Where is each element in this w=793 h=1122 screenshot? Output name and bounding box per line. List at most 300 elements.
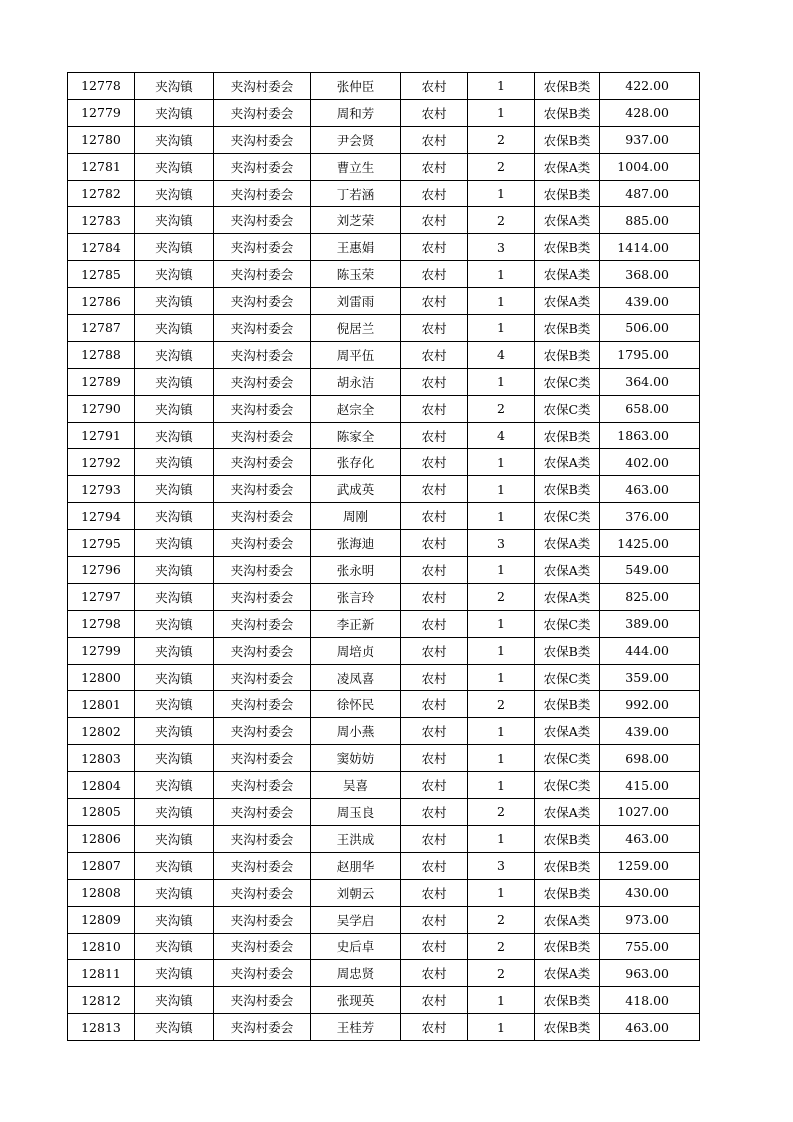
amount-cell: 376.00 <box>600 503 700 530</box>
town-cell: 夹沟镇 <box>135 610 214 637</box>
area-type-cell: 农村 <box>401 772 468 799</box>
table-row <box>68 960 700 987</box>
area-type-cell: 农村 <box>401 180 468 207</box>
name-cell: 张现英 <box>311 987 401 1014</box>
record-id-cell: 12793 <box>68 476 135 503</box>
household-size-cell: 2 <box>468 960 535 987</box>
town-cell: 夹沟镇 <box>135 288 214 315</box>
record-id-cell: 12782 <box>68 180 135 207</box>
village-committee-cell: 夹沟村委会 <box>214 745 311 772</box>
village-committee-cell: 夹沟村委会 <box>214 476 311 503</box>
table-row <box>68 718 700 745</box>
record-id-cell: 12787 <box>68 315 135 342</box>
area-type-cell: 农村 <box>401 530 468 557</box>
village-committee-cell: 夹沟村委会 <box>214 637 311 664</box>
amount-cell: 963.00 <box>600 960 700 987</box>
area-type-cell: 农村 <box>401 368 468 395</box>
village-committee-cell: 夹沟村委会 <box>214 933 311 960</box>
table-row <box>68 637 700 664</box>
insurance-category-cell: 农保B类 <box>535 99 600 126</box>
insurance-category-cell: 农保B类 <box>535 691 600 718</box>
table-row <box>68 503 700 530</box>
roster-table <box>67 72 700 1041</box>
village-committee-cell: 夹沟村委会 <box>214 207 311 234</box>
table-row <box>68 772 700 799</box>
name-cell: 徐怀民 <box>311 691 401 718</box>
amount-cell: 1027.00 <box>600 799 700 826</box>
insurance-category-cell: 农保A类 <box>535 153 600 180</box>
household-size-cell: 2 <box>468 691 535 718</box>
name-cell: 张海迪 <box>311 530 401 557</box>
name-cell: 张言玲 <box>311 583 401 610</box>
table-row <box>68 261 700 288</box>
amount-cell: 825.00 <box>600 583 700 610</box>
table-row <box>68 288 700 315</box>
record-id-cell: 12810 <box>68 933 135 960</box>
record-id-cell: 12789 <box>68 368 135 395</box>
insurance-category-cell: 农保C类 <box>535 610 600 637</box>
area-type-cell: 农村 <box>401 503 468 530</box>
name-cell: 周玉良 <box>311 799 401 826</box>
record-id-cell: 12811 <box>68 960 135 987</box>
record-id-cell: 12781 <box>68 153 135 180</box>
town-cell: 夹沟镇 <box>135 207 214 234</box>
village-committee-cell: 夹沟村委会 <box>214 583 311 610</box>
village-committee-cell: 夹沟村委会 <box>214 126 311 153</box>
household-size-cell: 1 <box>468 288 535 315</box>
amount-cell: 1425.00 <box>600 530 700 557</box>
insurance-category-cell: 农保B类 <box>535 180 600 207</box>
area-type-cell: 农村 <box>401 933 468 960</box>
record-id-cell: 12790 <box>68 395 135 422</box>
household-size-cell: 1 <box>468 368 535 395</box>
household-size-cell: 1 <box>468 180 535 207</box>
area-type-cell: 农村 <box>401 583 468 610</box>
household-size-cell: 1 <box>468 503 535 530</box>
insurance-category-cell: 农保A类 <box>535 530 600 557</box>
record-id-cell: 12806 <box>68 825 135 852</box>
area-type-cell: 农村 <box>401 234 468 261</box>
insurance-category-cell: 农保C类 <box>535 745 600 772</box>
record-id-cell: 12794 <box>68 503 135 530</box>
town-cell: 夹沟镇 <box>135 825 214 852</box>
table-row <box>68 610 700 637</box>
record-id-cell: 12809 <box>68 906 135 933</box>
name-cell: 周忠贤 <box>311 960 401 987</box>
household-size-cell: 1 <box>468 825 535 852</box>
village-committee-cell: 夹沟村委会 <box>214 530 311 557</box>
name-cell: 赵朋华 <box>311 852 401 879</box>
area-type-cell: 农村 <box>401 825 468 852</box>
table-row <box>68 422 700 449</box>
amount-cell: 1795.00 <box>600 341 700 368</box>
town-cell: 夹沟镇 <box>135 906 214 933</box>
town-cell: 夹沟镇 <box>135 153 214 180</box>
area-type-cell: 农村 <box>401 449 468 476</box>
village-committee-cell: 夹沟村委会 <box>214 825 311 852</box>
amount-cell: 439.00 <box>600 288 700 315</box>
insurance-category-cell: 农保B类 <box>535 637 600 664</box>
village-committee-cell: 夹沟村委会 <box>214 288 311 315</box>
record-id-cell: 12785 <box>68 261 135 288</box>
name-cell: 周刚 <box>311 503 401 530</box>
town-cell: 夹沟镇 <box>135 718 214 745</box>
table-row <box>68 583 700 610</box>
area-type-cell: 农村 <box>401 799 468 826</box>
household-size-cell: 1 <box>468 99 535 126</box>
record-id-cell: 12804 <box>68 772 135 799</box>
name-cell: 李正新 <box>311 610 401 637</box>
household-size-cell: 3 <box>468 234 535 261</box>
area-type-cell: 农村 <box>401 745 468 772</box>
amount-cell: 937.00 <box>600 126 700 153</box>
record-id-cell: 12805 <box>68 799 135 826</box>
name-cell: 王洪成 <box>311 825 401 852</box>
record-id-cell: 12798 <box>68 610 135 637</box>
household-size-cell: 2 <box>468 583 535 610</box>
amount-cell: 1004.00 <box>600 153 700 180</box>
record-id-cell: 12791 <box>68 422 135 449</box>
insurance-category-cell: 农保B类 <box>535 341 600 368</box>
amount-cell: 1863.00 <box>600 422 700 449</box>
village-committee-cell: 夹沟村委会 <box>214 557 311 584</box>
household-size-cell: 4 <box>468 422 535 449</box>
insurance-category-cell: 农保A类 <box>535 906 600 933</box>
town-cell: 夹沟镇 <box>135 960 214 987</box>
amount-cell: 364.00 <box>600 368 700 395</box>
household-size-cell: 1 <box>468 879 535 906</box>
table-row <box>68 153 700 180</box>
table-row <box>68 126 700 153</box>
name-cell: 周平伍 <box>311 341 401 368</box>
area-type-cell: 农村 <box>401 852 468 879</box>
amount-cell: 402.00 <box>600 449 700 476</box>
village-committee-cell: 夹沟村委会 <box>214 99 311 126</box>
insurance-category-cell: 农保A类 <box>535 261 600 288</box>
village-committee-cell: 夹沟村委会 <box>214 315 311 342</box>
household-size-cell: 2 <box>468 799 535 826</box>
record-id-cell: 12780 <box>68 126 135 153</box>
record-id-cell: 12783 <box>68 207 135 234</box>
household-size-cell: 1 <box>468 1014 535 1041</box>
village-committee-cell: 夹沟村委会 <box>214 664 311 691</box>
insurance-category-cell: 农保A类 <box>535 718 600 745</box>
name-cell: 窦妨妨 <box>311 745 401 772</box>
village-committee-cell: 夹沟村委会 <box>214 879 311 906</box>
insurance-category-cell: 农保C类 <box>535 664 600 691</box>
record-id-cell: 12807 <box>68 852 135 879</box>
area-type-cell: 农村 <box>401 987 468 1014</box>
name-cell: 吴学启 <box>311 906 401 933</box>
amount-cell: 1414.00 <box>600 234 700 261</box>
name-cell: 张存化 <box>311 449 401 476</box>
record-id-cell: 12800 <box>68 664 135 691</box>
table-row <box>68 234 700 261</box>
name-cell: 陈玉荣 <box>311 261 401 288</box>
table-row <box>68 476 700 503</box>
town-cell: 夹沟镇 <box>135 557 214 584</box>
area-type-cell: 农村 <box>401 691 468 718</box>
insurance-category-cell: 农保B类 <box>535 825 600 852</box>
name-cell: 周培贞 <box>311 637 401 664</box>
insurance-category-cell: 农保C类 <box>535 368 600 395</box>
table-row <box>68 207 700 234</box>
village-committee-cell: 夹沟村委会 <box>214 180 311 207</box>
name-cell: 周小燕 <box>311 718 401 745</box>
amount-cell: 755.00 <box>600 933 700 960</box>
household-size-cell: 1 <box>468 610 535 637</box>
area-type-cell: 农村 <box>401 476 468 503</box>
area-type-cell: 农村 <box>401 341 468 368</box>
area-type-cell: 农村 <box>401 879 468 906</box>
household-size-cell: 2 <box>468 933 535 960</box>
town-cell: 夹沟镇 <box>135 583 214 610</box>
village-committee-cell: 夹沟村委会 <box>214 852 311 879</box>
name-cell: 刘芝荣 <box>311 207 401 234</box>
area-type-cell: 农村 <box>401 637 468 664</box>
name-cell: 王惠娟 <box>311 234 401 261</box>
amount-cell: 658.00 <box>600 395 700 422</box>
table-row <box>68 73 700 100</box>
town-cell: 夹沟镇 <box>135 315 214 342</box>
table-row <box>68 1014 700 1041</box>
town-cell: 夹沟镇 <box>135 261 214 288</box>
insurance-category-cell: 农保A类 <box>535 207 600 234</box>
area-type-cell: 农村 <box>401 315 468 342</box>
insurance-category-cell: 农保A类 <box>535 960 600 987</box>
village-committee-cell: 夹沟村委会 <box>214 341 311 368</box>
amount-cell: 698.00 <box>600 745 700 772</box>
village-committee-cell: 夹沟村委会 <box>214 772 311 799</box>
town-cell: 夹沟镇 <box>135 745 214 772</box>
amount-cell: 463.00 <box>600 476 700 503</box>
village-committee-cell: 夹沟村委会 <box>214 449 311 476</box>
village-committee-cell: 夹沟村委会 <box>214 718 311 745</box>
table-row <box>68 825 700 852</box>
table-row <box>68 745 700 772</box>
table-row <box>68 180 700 207</box>
insurance-category-cell: 农保B类 <box>535 933 600 960</box>
insurance-category-cell: 农保B类 <box>535 234 600 261</box>
area-type-cell: 农村 <box>401 207 468 234</box>
table-row <box>68 879 700 906</box>
record-id-cell: 12796 <box>68 557 135 584</box>
town-cell: 夹沟镇 <box>135 395 214 422</box>
name-cell: 张仲臣 <box>311 73 401 100</box>
amount-cell: 463.00 <box>600 825 700 852</box>
record-id-cell: 12795 <box>68 530 135 557</box>
area-type-cell: 农村 <box>401 395 468 422</box>
amount-cell: 444.00 <box>600 637 700 664</box>
record-id-cell: 12812 <box>68 987 135 1014</box>
insurance-category-cell: 农保B类 <box>535 476 600 503</box>
name-cell: 史后卓 <box>311 933 401 960</box>
insurance-category-cell: 农保B类 <box>535 852 600 879</box>
household-size-cell: 1 <box>468 637 535 664</box>
household-size-cell: 1 <box>468 987 535 1014</box>
amount-cell: 389.00 <box>600 610 700 637</box>
village-committee-cell: 夹沟村委会 <box>214 261 311 288</box>
village-committee-cell: 夹沟村委会 <box>214 960 311 987</box>
amount-cell: 422.00 <box>600 73 700 100</box>
village-committee-cell: 夹沟村委会 <box>214 422 311 449</box>
town-cell: 夹沟镇 <box>135 530 214 557</box>
town-cell: 夹沟镇 <box>135 99 214 126</box>
village-committee-cell: 夹沟村委会 <box>214 906 311 933</box>
amount-cell: 487.00 <box>600 180 700 207</box>
village-committee-cell: 夹沟村委会 <box>214 73 311 100</box>
table-row <box>68 691 700 718</box>
village-committee-cell: 夹沟村委会 <box>214 368 311 395</box>
household-size-cell: 1 <box>468 261 535 288</box>
insurance-category-cell: 农保B类 <box>535 126 600 153</box>
name-cell: 陈家全 <box>311 422 401 449</box>
roster-body <box>68 73 700 1041</box>
household-size-cell: 2 <box>468 126 535 153</box>
table-row <box>68 315 700 342</box>
record-id-cell: 12779 <box>68 99 135 126</box>
amount-cell: 1259.00 <box>600 852 700 879</box>
household-size-cell: 1 <box>468 449 535 476</box>
area-type-cell: 农村 <box>401 99 468 126</box>
town-cell: 夹沟镇 <box>135 503 214 530</box>
record-id-cell: 12799 <box>68 637 135 664</box>
table-row <box>68 852 700 879</box>
area-type-cell: 农村 <box>401 664 468 691</box>
amount-cell: 463.00 <box>600 1014 700 1041</box>
amount-cell: 430.00 <box>600 879 700 906</box>
town-cell: 夹沟镇 <box>135 799 214 826</box>
village-committee-cell: 夹沟村委会 <box>214 799 311 826</box>
household-size-cell: 2 <box>468 395 535 422</box>
town-cell: 夹沟镇 <box>135 422 214 449</box>
town-cell: 夹沟镇 <box>135 933 214 960</box>
record-id-cell: 12808 <box>68 879 135 906</box>
amount-cell: 415.00 <box>600 772 700 799</box>
insurance-category-cell: 农保C类 <box>535 772 600 799</box>
town-cell: 夹沟镇 <box>135 73 214 100</box>
table-row <box>68 99 700 126</box>
table-row <box>68 557 700 584</box>
insurance-category-cell: 农保A类 <box>535 799 600 826</box>
insurance-category-cell: 农保B类 <box>535 1014 600 1041</box>
table-row <box>68 449 700 476</box>
amount-cell: 549.00 <box>600 557 700 584</box>
area-type-cell: 农村 <box>401 288 468 315</box>
name-cell: 刘雷雨 <box>311 288 401 315</box>
record-id-cell: 12813 <box>68 1014 135 1041</box>
household-size-cell: 1 <box>468 73 535 100</box>
amount-cell: 973.00 <box>600 906 700 933</box>
town-cell: 夹沟镇 <box>135 691 214 718</box>
name-cell: 曹立生 <box>311 153 401 180</box>
name-cell: 刘朝云 <box>311 879 401 906</box>
town-cell: 夹沟镇 <box>135 772 214 799</box>
amount-cell: 359.00 <box>600 664 700 691</box>
name-cell: 周和芳 <box>311 99 401 126</box>
town-cell: 夹沟镇 <box>135 476 214 503</box>
village-committee-cell: 夹沟村委会 <box>214 503 311 530</box>
household-size-cell: 4 <box>468 341 535 368</box>
household-size-cell: 3 <box>468 530 535 557</box>
area-type-cell: 农村 <box>401 153 468 180</box>
household-size-cell: 1 <box>468 745 535 772</box>
household-size-cell: 1 <box>468 772 535 799</box>
record-id-cell: 12803 <box>68 745 135 772</box>
household-size-cell: 2 <box>468 153 535 180</box>
record-id-cell: 12784 <box>68 234 135 261</box>
table-row <box>68 664 700 691</box>
record-id-cell: 12792 <box>68 449 135 476</box>
amount-cell: 439.00 <box>600 718 700 745</box>
insurance-category-cell: 农保A类 <box>535 288 600 315</box>
village-committee-cell: 夹沟村委会 <box>214 610 311 637</box>
insurance-category-cell: 农保B类 <box>535 422 600 449</box>
household-size-cell: 3 <box>468 852 535 879</box>
table-row <box>68 395 700 422</box>
town-cell: 夹沟镇 <box>135 126 214 153</box>
household-size-cell: 1 <box>468 557 535 584</box>
household-size-cell: 1 <box>468 664 535 691</box>
record-id-cell: 12801 <box>68 691 135 718</box>
town-cell: 夹沟镇 <box>135 987 214 1014</box>
amount-cell: 992.00 <box>600 691 700 718</box>
insurance-category-cell: 农保B类 <box>535 879 600 906</box>
area-type-cell: 农村 <box>401 718 468 745</box>
insurance-category-cell: 农保C类 <box>535 395 600 422</box>
insurance-category-cell: 农保B类 <box>535 73 600 100</box>
insurance-category-cell: 农保B类 <box>535 987 600 1014</box>
name-cell: 胡永洁 <box>311 368 401 395</box>
table-row <box>68 530 700 557</box>
village-committee-cell: 夹沟村委会 <box>214 395 311 422</box>
name-cell: 武成英 <box>311 476 401 503</box>
insurance-category-cell: 农保A类 <box>535 449 600 476</box>
name-cell: 尹会贤 <box>311 126 401 153</box>
area-type-cell: 农村 <box>401 126 468 153</box>
name-cell: 张永明 <box>311 557 401 584</box>
town-cell: 夹沟镇 <box>135 341 214 368</box>
insurance-category-cell: 农保C类 <box>535 503 600 530</box>
amount-cell: 368.00 <box>600 261 700 288</box>
village-committee-cell: 夹沟村委会 <box>214 691 311 718</box>
town-cell: 夹沟镇 <box>135 234 214 261</box>
town-cell: 夹沟镇 <box>135 879 214 906</box>
town-cell: 夹沟镇 <box>135 449 214 476</box>
household-size-cell: 2 <box>468 906 535 933</box>
town-cell: 夹沟镇 <box>135 180 214 207</box>
area-type-cell: 农村 <box>401 557 468 584</box>
name-cell: 赵宗全 <box>311 395 401 422</box>
area-type-cell: 农村 <box>401 610 468 637</box>
area-type-cell: 农村 <box>401 906 468 933</box>
town-cell: 夹沟镇 <box>135 852 214 879</box>
village-committee-cell: 夹沟村委会 <box>214 1014 311 1041</box>
household-size-cell: 1 <box>468 718 535 745</box>
area-type-cell: 农村 <box>401 422 468 449</box>
town-cell: 夹沟镇 <box>135 368 214 395</box>
amount-cell: 428.00 <box>600 99 700 126</box>
household-size-cell: 2 <box>468 207 535 234</box>
town-cell: 夹沟镇 <box>135 1014 214 1041</box>
insurance-category-cell: 农保A类 <box>535 583 600 610</box>
household-size-cell: 1 <box>468 476 535 503</box>
town-cell: 夹沟镇 <box>135 637 214 664</box>
table-row <box>68 368 700 395</box>
name-cell: 吴喜 <box>311 772 401 799</box>
table-row <box>68 987 700 1014</box>
village-committee-cell: 夹沟村委会 <box>214 234 311 261</box>
